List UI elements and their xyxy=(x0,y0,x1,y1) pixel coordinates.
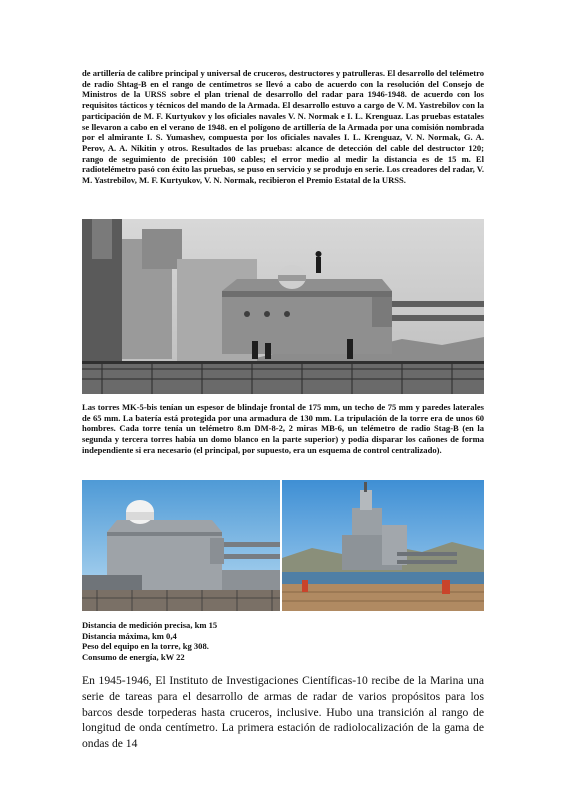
turret-photo-color xyxy=(82,480,280,611)
body-paragraph: En 1945-1946, El Instituto de Investigaciones Científicas-10 recibe de la Marina una serie de tareas para el desarrollo de armas de radar de varios propósitos para los barcos desde torpederas hasta cruceros, inclusive. Hubo una transición al rango de longitud de onda centímetro. La primera estación de radiolocalización de la gama de ondas de 14 xyxy=(82,674,484,751)
intro-paragraph: de artillería de calibre principal y universal de cruceros, destructores y patrulleras. El desarrollo del telémetro de radio Shtag-B en el rango de centímetros se llevó a cabo de acuerdo con la resolución del Consejo de Ministros de la URSS sobre el plan trienal de desarrollo del radar para 1946-1948. de acuerdo con los requisitos tácticos y técnicos del mando de la Armada. El desarrollo estuvo a cargo de V. M. Yastrebilov con la participación de M. F. Kurtyukov y los oficiales navales V. N. Normak e I. L. Krenguaz. Las pruebas estatales se llevaron a cabo en el verano de 1948. en el polígono de artillería de la Armada por una comisión nombrada por el almirante I. S. Yumashev, compuesta por los oficiales navales I. L. Krenguaz, V. N. Normak, G. A. Perov, A. A. Nikitin y otros. Resultados de las pruebas: alcance de detección del cable del destructor 120; rango de seguimiento de precisión 100 cables; el error medio al medir la distancia es de 15 m. El radiotelémetro pasó con éxito las pruebas, se puso en servicio y se produjo en serie. Los creadores del radar, V. M. Yastrebilov, M. F. Kurtyukov, V. N. Normak, recibieron el Premio Estatal de la URSS. xyxy=(82,68,484,186)
turret-photo-bw xyxy=(82,219,484,394)
spec-item: Peso del equipo en la torre, kg 308. xyxy=(82,641,209,652)
specs-list xyxy=(82,620,484,662)
spec-item: Distancia de medición precisa, km 15 xyxy=(82,620,218,630)
ship-harbour-photo xyxy=(282,480,484,611)
photo-caption: Las torres MK-5-bis tenían un espesor de blindaje frontal de 175 mm, un techo de 75 mm y paredes laterales de 65 mm. La batería está protegida por una armadura de 130 mm. La tripulación de la torre era de unos 60 hombres. Cada torre tenía un telémetro 8.m DM-8-2, 2 miras MB-6, un telémetro de radio Stag-B (en la segunda y tercera torres había un domo blanco en la parte superior) y podía disparar los cañones de forma independiente si era necesario (el principal, por supuesto, era un esquema de control centralizado). xyxy=(82,402,484,455)
spec-item: Consumo de energía, kW 22 xyxy=(82,651,185,662)
spec-item: Distancia máxima, km 0,4 xyxy=(82,630,177,641)
